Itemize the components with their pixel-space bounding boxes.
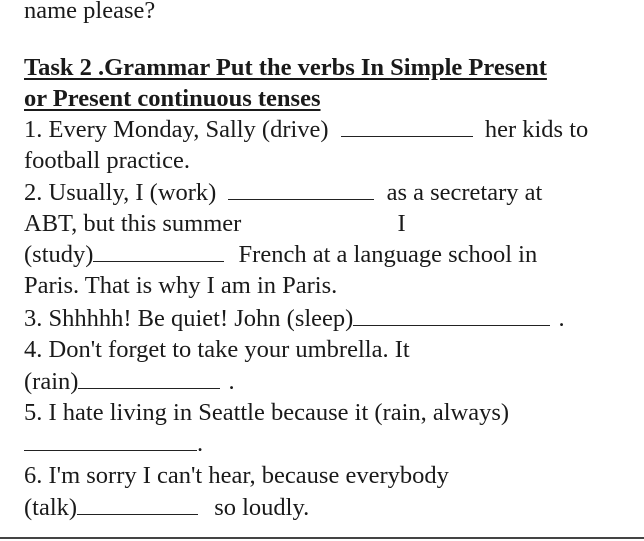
item-2-pronoun: I xyxy=(397,210,406,237)
item-6-line-1 xyxy=(24,460,449,491)
item-6-verb-cue: (talk) xyxy=(24,494,78,521)
previous-text-fragment xyxy=(24,0,155,26)
item-1-line-1 xyxy=(24,114,588,145)
item-1-line-2 xyxy=(24,145,190,176)
task-title-line-1 xyxy=(24,52,547,83)
item-2-line-4 xyxy=(24,270,337,301)
item-6-blank[interactable] xyxy=(77,513,198,515)
item-5-blank[interactable] xyxy=(24,449,197,451)
item-4-verb-cue: (rain) xyxy=(24,368,79,395)
item-4-period: . xyxy=(228,368,235,395)
item-5-period: . xyxy=(197,430,204,457)
item-2-blank-1[interactable] xyxy=(228,198,374,200)
item-2-text-after-2: French at a language school in xyxy=(238,241,538,268)
item-4-line-1 xyxy=(24,334,410,365)
header-fragment-text: name please? xyxy=(24,0,156,24)
bottom-border xyxy=(0,537,644,539)
item-6-text: 6. I'm sorry I can't hear, because everybody xyxy=(24,462,449,489)
item-6-text-after: so loudly. xyxy=(214,494,310,521)
item-2-verb-cue: (study) xyxy=(24,241,94,268)
item-2-text-cont: ABT, but this summer xyxy=(24,210,242,237)
item-3-text: 3. Shhhhh! Be quiet! John (sleep) xyxy=(24,305,354,332)
item-5-line-2 xyxy=(24,428,203,459)
item-4-text: 4. Don't forget to take your umbrella. It xyxy=(24,336,410,363)
item-1-text: 1. Every Monday, Sally (drive) xyxy=(24,116,329,143)
item-1-text-after: her kids to xyxy=(484,116,589,143)
item-3-blank[interactable] xyxy=(353,324,550,326)
item-4-line-2 xyxy=(24,366,235,397)
item-2-text-end: Paris. That is why I am in Paris. xyxy=(24,272,338,299)
task-title-line-2 xyxy=(24,83,321,114)
item-6-line-2 xyxy=(24,492,309,523)
item-3-line-1 xyxy=(24,303,565,334)
task-title-text-1: Task 2 .Grammar Put the verbs In Simple Present xyxy=(24,54,547,81)
item-1-blank[interactable] xyxy=(341,135,473,137)
item-2-line-3 xyxy=(24,239,537,270)
item-2-blank-2[interactable] xyxy=(93,260,224,262)
item-5-line-1 xyxy=(24,397,509,428)
item-2-line-1 xyxy=(24,177,542,208)
task-title-text-2: or Present continuous tenses xyxy=(24,85,321,112)
item-2-line-2 xyxy=(24,208,406,239)
item-2-text-after: as a secretary at xyxy=(386,179,543,206)
item-2-text: 2. Usually, I (work) xyxy=(24,179,217,206)
item-5-text: 5. I hate living in Seattle because it (rain, always) xyxy=(24,399,510,426)
item-3-period: . xyxy=(558,305,565,332)
item-4-blank[interactable] xyxy=(78,387,220,389)
item-1-text-cont: football practice. xyxy=(24,147,190,174)
